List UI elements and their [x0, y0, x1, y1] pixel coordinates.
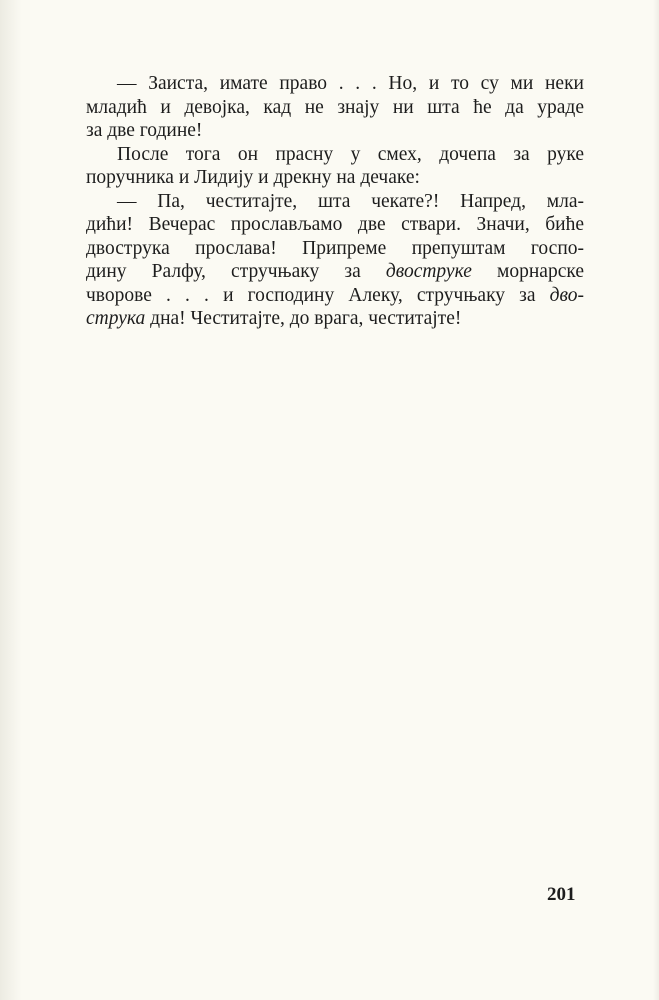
text-line: за две године! — [86, 120, 203, 141]
page-edge-shadow — [653, 0, 659, 1000]
text-line-mixed — [86, 307, 584, 331]
text-fragment: дину Ралфу, стручњаку за — [86, 261, 386, 282]
text-fragment: морнарске — [471, 261, 584, 282]
text-line-mixed — [86, 260, 584, 284]
text-fragment: дна! Честитајте, до врага, честитајте! — [145, 308, 462, 329]
page-gutter-shadow — [0, 0, 22, 1000]
italic-fragment: двоструке — [385, 261, 472, 282]
italic-fragment: струка — [86, 308, 146, 329]
text-fragment: чворове . . . и господину Алеку, стручњаку за — [86, 284, 550, 306]
text-line: — Па, честитајте, шта чекате?! Напред, мла- — [117, 190, 584, 212]
text-line: После тога он прасну у смех, дочепа за руке — [117, 143, 584, 165]
page-number: 201 — [547, 884, 576, 905]
text-line: двострука прослава! Припреме препуштам госпо- — [86, 237, 584, 259]
text-line: младић и девојка, кад не знају ни шта ће да ураде — [86, 96, 584, 118]
text-line: — Заиста, имате право . . . Но, и то су ми неки — [117, 73, 584, 94]
text-line-mixed — [86, 284, 584, 308]
italic-fragment: дво- — [549, 284, 584, 306]
body-text — [86, 72, 584, 331]
text-line: поручника и Лидију и дрекну на дечаке: — [86, 167, 420, 188]
text-line: дићи! Вечерас прослављамо две ствари. Значи, биће — [86, 214, 584, 235]
